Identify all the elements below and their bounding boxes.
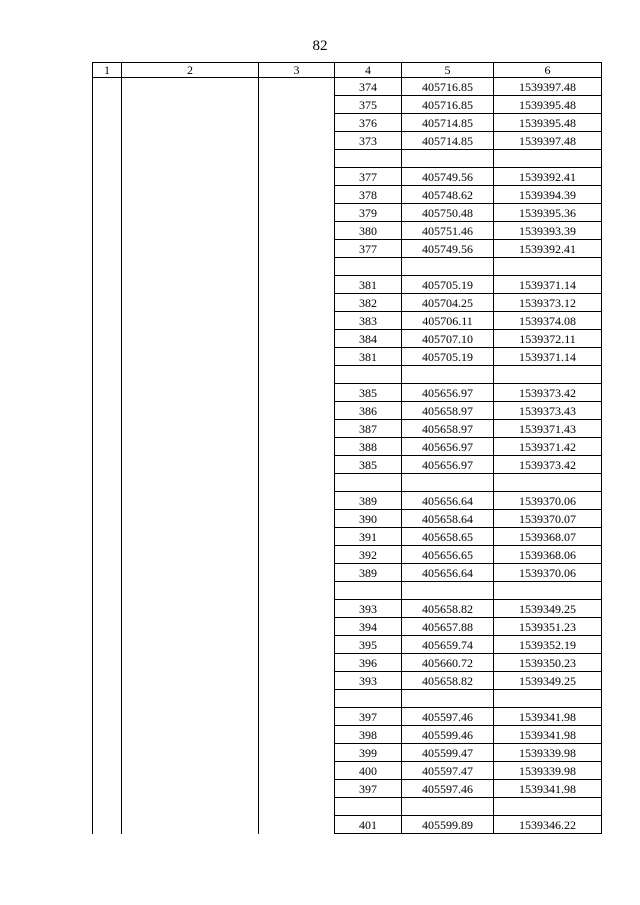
point-number-cell: 389 xyxy=(335,492,402,510)
y-coordinate-cell: 1539371.42 xyxy=(494,438,602,456)
point-number-cell: 375 xyxy=(335,96,402,114)
column-header: 1 xyxy=(93,63,122,78)
column-header: 4 xyxy=(335,63,402,78)
y-coordinate-cell: 1539397.48 xyxy=(494,78,602,96)
y-coordinate-cell: 1539368.06 xyxy=(494,546,602,564)
point-number-cell: 393 xyxy=(335,600,402,618)
point-number-cell: 397 xyxy=(335,708,402,726)
y-coordinate-cell: 1539395.36 xyxy=(494,204,602,222)
point-number-cell: 379 xyxy=(335,204,402,222)
point-number-cell: 377 xyxy=(335,240,402,258)
point-number-cell: 395 xyxy=(335,636,402,654)
x-coordinate-cell: 405656.65 xyxy=(402,546,494,564)
x-coordinate-cell: 405599.89 xyxy=(402,816,494,834)
merged-column-cell-3 xyxy=(259,78,335,834)
y-coordinate-cell: 1539339.98 xyxy=(494,762,602,780)
point-number-cell: 398 xyxy=(335,726,402,744)
x-coordinate-cell xyxy=(402,258,494,276)
x-coordinate-cell: 405599.47 xyxy=(402,744,494,762)
x-coordinate-cell: 405657.88 xyxy=(402,618,494,636)
x-coordinate-cell xyxy=(402,366,494,384)
y-coordinate-cell: 1539349.25 xyxy=(494,672,602,690)
coordinates-table xyxy=(92,62,602,834)
y-coordinate-cell: 1539350.23 xyxy=(494,654,602,672)
x-coordinate-cell: 405716.85 xyxy=(402,96,494,114)
point-number-cell: 386 xyxy=(335,402,402,420)
y-coordinate-cell: 1539341.98 xyxy=(494,726,602,744)
y-coordinate-cell xyxy=(494,150,602,168)
x-coordinate-cell: 405599.46 xyxy=(402,726,494,744)
point-number-cell: 373 xyxy=(335,132,402,150)
x-coordinate-cell: 405751.46 xyxy=(402,222,494,240)
x-coordinate-cell: 405748.62 xyxy=(402,186,494,204)
x-coordinate-cell: 405597.46 xyxy=(402,708,494,726)
x-coordinate-cell: 405656.97 xyxy=(402,384,494,402)
y-coordinate-cell: 1539393.39 xyxy=(494,222,602,240)
point-number-cell: 378 xyxy=(335,186,402,204)
x-coordinate-cell: 405656.97 xyxy=(402,438,494,456)
table-body xyxy=(93,78,602,834)
y-coordinate-cell: 1539341.98 xyxy=(494,780,602,798)
y-coordinate-cell: 1539351.23 xyxy=(494,618,602,636)
y-coordinate-cell: 1539370.06 xyxy=(494,492,602,510)
table-header-row xyxy=(93,63,602,78)
point-number-cell: 387 xyxy=(335,420,402,438)
merged-column-cell-1 xyxy=(93,78,122,834)
y-coordinate-cell: 1539341.98 xyxy=(494,708,602,726)
point-number-cell: 388 xyxy=(335,438,402,456)
y-coordinate-cell xyxy=(494,582,602,600)
y-coordinate-cell: 1539394.39 xyxy=(494,186,602,204)
x-coordinate-cell: 405659.74 xyxy=(402,636,494,654)
x-coordinate-cell: 405658.82 xyxy=(402,600,494,618)
point-number-cell: 380 xyxy=(335,222,402,240)
column-header: 6 xyxy=(494,63,602,78)
x-coordinate-cell: 405750.48 xyxy=(402,204,494,222)
y-coordinate-cell xyxy=(494,798,602,816)
x-coordinate-cell: 405714.85 xyxy=(402,114,494,132)
point-number-cell: 391 xyxy=(335,528,402,546)
page-number: 82 xyxy=(312,38,328,54)
x-coordinate-cell: 405656.64 xyxy=(402,492,494,510)
y-coordinate-cell: 1539392.41 xyxy=(494,168,602,186)
point-number-cell xyxy=(335,690,402,708)
point-number-cell xyxy=(335,258,402,276)
point-number-cell: 392 xyxy=(335,546,402,564)
y-coordinate-cell: 1539372.11 xyxy=(494,330,602,348)
x-coordinate-cell xyxy=(402,582,494,600)
y-coordinate-cell: 1539397.48 xyxy=(494,132,602,150)
x-coordinate-cell: 405707.10 xyxy=(402,330,494,348)
point-number-cell xyxy=(335,474,402,492)
x-coordinate-cell: 405705.19 xyxy=(402,276,494,294)
y-coordinate-cell: 1539370.06 xyxy=(494,564,602,582)
point-number-cell: 394 xyxy=(335,618,402,636)
point-number-cell: 397 xyxy=(335,780,402,798)
y-coordinate-cell: 1539349.25 xyxy=(494,600,602,618)
point-number-cell: 390 xyxy=(335,510,402,528)
y-coordinate-cell: 1539395.48 xyxy=(494,114,602,132)
y-coordinate-cell: 1539373.43 xyxy=(494,402,602,420)
y-coordinate-cell: 1539371.43 xyxy=(494,420,602,438)
point-number-cell: 377 xyxy=(335,168,402,186)
column-header: 3 xyxy=(259,63,335,78)
point-number-cell: 376 xyxy=(335,114,402,132)
point-number-cell xyxy=(335,798,402,816)
x-coordinate-cell: 405705.19 xyxy=(402,348,494,366)
table-row xyxy=(93,78,602,96)
point-number-cell: 399 xyxy=(335,744,402,762)
x-coordinate-cell: 405749.56 xyxy=(402,240,494,258)
point-number-cell: 381 xyxy=(335,276,402,294)
y-coordinate-cell: 1539346.22 xyxy=(494,816,602,834)
x-coordinate-cell: 405658.64 xyxy=(402,510,494,528)
x-coordinate-cell: 405597.46 xyxy=(402,780,494,798)
x-coordinate-cell: 405597.47 xyxy=(402,762,494,780)
column-header: 2 xyxy=(122,63,259,78)
point-number-cell xyxy=(335,150,402,168)
x-coordinate-cell: 405749.56 xyxy=(402,168,494,186)
column-header: 5 xyxy=(402,63,494,78)
x-coordinate-cell xyxy=(402,798,494,816)
y-coordinate-cell xyxy=(494,258,602,276)
y-coordinate-cell: 1539373.42 xyxy=(494,384,602,402)
x-coordinate-cell: 405704.25 xyxy=(402,294,494,312)
y-coordinate-cell xyxy=(494,366,602,384)
point-number-cell: 385 xyxy=(335,456,402,474)
point-number-cell: 383 xyxy=(335,312,402,330)
point-number-cell xyxy=(335,582,402,600)
y-coordinate-cell: 1539371.14 xyxy=(494,276,602,294)
y-coordinate-cell: 1539370.07 xyxy=(494,510,602,528)
merged-column-cell-2 xyxy=(122,78,259,834)
x-coordinate-cell: 405656.97 xyxy=(402,456,494,474)
x-coordinate-cell xyxy=(402,690,494,708)
x-coordinate-cell: 405660.72 xyxy=(402,654,494,672)
point-number-cell: 389 xyxy=(335,564,402,582)
point-number-cell xyxy=(335,366,402,384)
x-coordinate-cell: 405658.82 xyxy=(402,672,494,690)
point-number-cell: 382 xyxy=(335,294,402,312)
x-coordinate-cell xyxy=(402,474,494,492)
x-coordinate-cell: 405656.64 xyxy=(402,564,494,582)
y-coordinate-cell: 1539373.12 xyxy=(494,294,602,312)
x-coordinate-cell: 405716.85 xyxy=(402,78,494,96)
x-coordinate-cell: 405658.97 xyxy=(402,420,494,438)
point-number-cell: 401 xyxy=(335,816,402,834)
x-coordinate-cell: 405658.97 xyxy=(402,402,494,420)
point-number-cell: 374 xyxy=(335,78,402,96)
y-coordinate-cell: 1539374.08 xyxy=(494,312,602,330)
y-coordinate-cell: 1539395.48 xyxy=(494,96,602,114)
point-number-cell: 385 xyxy=(335,384,402,402)
x-coordinate-cell: 405706.11 xyxy=(402,312,494,330)
y-coordinate-cell: 1539352.19 xyxy=(494,636,602,654)
point-number-cell: 393 xyxy=(335,672,402,690)
y-coordinate-cell: 1539373.42 xyxy=(494,456,602,474)
x-coordinate-cell: 405658.65 xyxy=(402,528,494,546)
y-coordinate-cell xyxy=(494,690,602,708)
point-number-cell: 400 xyxy=(335,762,402,780)
x-coordinate-cell xyxy=(402,150,494,168)
y-coordinate-cell: 1539368.07 xyxy=(494,528,602,546)
y-coordinate-cell xyxy=(494,474,602,492)
point-number-cell: 381 xyxy=(335,348,402,366)
point-number-cell: 384 xyxy=(335,330,402,348)
y-coordinate-cell: 1539339.98 xyxy=(494,744,602,762)
x-coordinate-cell: 405714.85 xyxy=(402,132,494,150)
y-coordinate-cell: 1539371.14 xyxy=(494,348,602,366)
point-number-cell: 396 xyxy=(335,654,402,672)
y-coordinate-cell: 1539392.41 xyxy=(494,240,602,258)
